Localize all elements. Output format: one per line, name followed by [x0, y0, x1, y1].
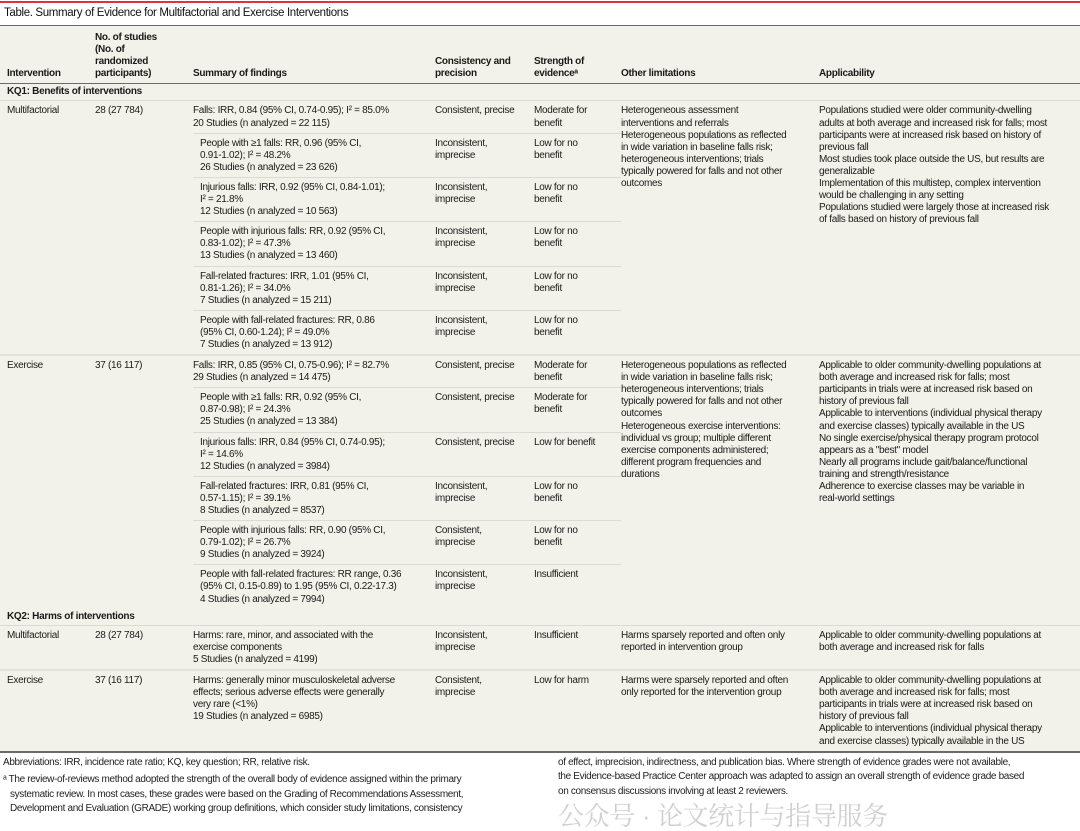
studies-cell: 37 (16 117): [95, 670, 193, 751]
finding-cell: Fall-related fractures: IRR, 1.01 (95% CI, 0.81-1.26); I² = 34.0% 7 Studies (n analyzed = 15 211): [193, 266, 435, 310]
studies-cell: 28 (27 784): [95, 629, 143, 641]
strength-cell: Low for harm: [534, 670, 621, 751]
header-other-limitations: Other limitations: [621, 26, 819, 84]
intervention-cell: Multifactorial: [7, 105, 59, 117]
intervention-cell: Exercise: [0, 670, 95, 751]
table-row: [0, 101, 1080, 133]
consistency-cell: Inconsistent, imprecise: [435, 476, 534, 520]
consistency-cell: Inconsistent, imprecise: [435, 310, 534, 355]
consistency-cell: Inconsistent, imprecise: [435, 133, 534, 177]
header-intervention: Intervention: [0, 26, 95, 84]
table-row: [0, 670, 1080, 751]
consistency-cell: Inconsistent, imprecise: [435, 222, 534, 266]
studies-cell: 37 (16 117): [95, 355, 193, 609]
strength-cell: Low for no benefit: [534, 222, 621, 266]
consistency-cell: Consistent, precise: [435, 105, 515, 117]
consistency-cell: Inconsistent, imprecise: [435, 565, 534, 609]
watermark: 公众号 · 论文统计与指导服务: [558, 801, 888, 831]
finding-cell: Falls: IRR, 0.84 (95% CI, 0.74-0.95); I² = 85.0% 20 Studies (n analyzed = 22 115): [193, 105, 389, 129]
table-row: [0, 355, 1080, 388]
consistency-cell: Inconsistent, imprecise: [435, 177, 534, 221]
finding-cell: People with injurious falls: RR, 0.90 (95% CI, 0.79-1.02); I² = 26.7% 9 Studies (n analyzed = 3924): [193, 521, 435, 565]
other-limitations-cell: Heterogeneous assessment interventions and referrals Heterogeneous populations as reflected in wide variation in baseline falls risk; heterogeneous interventions; trials typically powered for falls and not other outcomes: [621, 105, 787, 190]
strength-cell: Insufficient: [534, 629, 579, 641]
finding-cell: Fall-related fractures: IRR, 0.81 (95% CI, 0.57-1.15); I² = 39.1% 8 Studies (n analyzed = 8537): [193, 476, 435, 520]
consistency-cell: Consistent, imprecise: [435, 521, 534, 565]
strength-cell: Low for no benefit: [534, 521, 621, 565]
section-row: [0, 84, 1080, 101]
other-limitations-cell: Harms sparsely reported and often only reported in intervention group: [621, 629, 785, 653]
table-row: [0, 625, 1080, 670]
section-label: KQ2: Harms of interventions: [0, 609, 1080, 626]
finding-cell: People with ≥1 falls: RR, 0.96 (95% CI, 0.91-1.02); I² = 48.2% 26 Studies (n analyzed = 23 626): [193, 133, 435, 177]
consistency-cell: Consistent, imprecise: [435, 670, 534, 751]
applicability-cell: Applicable to older community-dwelling populations at both average and increased risk for falls: [819, 629, 1042, 653]
header-row: [0, 26, 1080, 84]
abbreviations-note: Abbreviations: IRR, incidence rate ratio; KQ, key question; RR, relative risk.: [3, 756, 310, 768]
strength-cell: Low for no benefit: [534, 177, 621, 221]
finding-cell: Falls: IRR, 0.85 (95% CI, 0.75-0.96); I² = 82.7% 29 Studies (n analyzed = 14 475): [193, 355, 435, 388]
accent-rule: [0, 1, 1080, 3]
strength-cell: Low for no benefit: [534, 310, 621, 355]
header-studies: No. of studies (No. of randomized participants): [95, 26, 193, 84]
consistency-cell: Consistent, precise: [435, 355, 534, 388]
header-summary: Summary of findings: [193, 26, 435, 84]
strength-cell: Low for no benefit: [534, 133, 621, 177]
section-label: KQ1: Benefits of interventions: [0, 84, 1080, 101]
other-limitations-cell: Heterogeneous populations as reflected in wide variation in baseline falls risk; heterogeneous interventions; trials typically powered for falls and not other outcomes Heterogeneous exercise interventions: individual vs group; multiple different exercise components administered; different program frequencies and durations: [621, 355, 819, 609]
finding-cell: Injurious falls: IRR, 0.84 (95% CI, 0.74-0.95); I² = 14.6% 12 Studies (n analyzed = 3984): [193, 432, 435, 476]
consistency-cell: Inconsistent, imprecise: [435, 266, 534, 310]
strength-cell: Low for no benefit: [534, 476, 621, 520]
finding-cell: People with ≥1 falls: RR, 0.92 (95% CI, 0.87-0.98); I² = 24.3% 25 Studies (n analyzed = 13 384): [193, 388, 435, 432]
footnote-a: ᵃ The review-of-reviews method adopted the strength of the overall body of evidence assigned within the primary systematic review. In most cases, these grades were based on the Grading of Recommendations Assessment, Development and Evaluation (GRADE) working group definitions, which consider study limitations, consistency: [3, 774, 464, 815]
strength-cell: Low for benefit: [534, 432, 621, 476]
finding-cell: People with injurious falls: RR, 0.92 (95% CI, 0.83-1.02); I² = 47.3% 13 Studies (n analyzed = 13 460): [193, 222, 435, 266]
footnotes-right: of effect, imprecision, indirectness, and publication bias. Where strength of evidence grades were not available, the Evidence-based Practice Center approach was adapted to assign an overall strength of evidence grade based on consensus discussions involving at least 2 reviewers. 公众号 · 论文统计与指导服务: [558, 756, 1078, 831]
studies-cell: 28 (27 784): [95, 105, 143, 117]
applicability-cell: Populations studied were older community-dwelling adults at both average and increased risk for falls; most participants were at increased risk based on history of previous fall Most studies took place outside the US, but results are generalizable Implementation of this multistep, complex intervention would be challenging in any setting Populations studied were largely those at increased risk of falls based on history of previous fall: [819, 105, 1050, 226]
footnotes-left: [0, 756, 548, 831]
applicability-cell: Applicable to older community-dwelling populations at both average and increased risk for falls; most participants in trials were at increased risk based on history of previous fall Applicable to interventions (individual physical therapy and exercise classes) typically available in the US: [819, 670, 1080, 751]
strength-cell: Moderate for benefit: [534, 105, 588, 129]
finding-cell: Harms: generally minor musculoskeletal adverse effects; serious adverse effects were generally very rare (<1%) 19 Studies (n analyzed = 6985): [193, 670, 435, 751]
finding-cell: People with fall-related fractures: RR range, 0.36 (95% CI, 0.15-0.89) to 1.95 (95% CI, 0.22-17.3) 4 Studies (n analyzed = 7994): [193, 565, 435, 609]
strength-cell: Low for no benefit: [534, 266, 621, 310]
strength-cell: Moderate for benefit: [534, 355, 621, 388]
section-row: [0, 609, 1080, 626]
header-strength: Strength of evidenceᵃ: [534, 26, 621, 84]
finding-cell: Injurious falls: IRR, 0.92 (95% CI, 0.84-1.01); I² = 21.8% 12 Studies (n analyzed = 10 563): [193, 177, 435, 221]
applicability-cell: Applicable to older community-dwelling populations at both average and increased risk for falls; most participants in trials were at increased risk based on history of previous fall Applicable to interventions (individual physical therapy and exercise classes) typically available in the US No single exercise/physical therapy program protocol appears as a "best" model Nearly all programs include gait/balance/functional training and strength/resistance Adherence to exercise classes may be variable in real-world settings: [819, 355, 1080, 609]
finding-cell: People with fall-related fractures: RR, 0.86 (95% CI, 0.60-1.24); I² = 49.0% 7 Studies (n analyzed = 13 912): [193, 310, 435, 355]
consistency-cell: Consistent, precise: [435, 388, 534, 432]
table-title: Table. Summary of Evidence for Multifactorial and Exercise Interventions: [4, 7, 349, 19]
consistency-cell: Consistent, precise: [435, 432, 534, 476]
finding-cell: Harms: rare, minor, and associated with the exercise components 5 Studies (n analyzed = 4199): [193, 629, 373, 665]
intervention-cell: Exercise: [0, 355, 95, 609]
header-consistency: Consistency and precision: [435, 26, 534, 84]
strength-cell: Insufficient: [534, 565, 621, 609]
evidence-table: [0, 25, 1080, 753]
strength-cell: Moderate for benefit: [534, 388, 621, 432]
intervention-cell: Multifactorial: [7, 629, 59, 641]
consistency-cell: Inconsistent, imprecise: [435, 629, 488, 653]
footnotes: [0, 753, 1080, 831]
other-limitations-cell: Harms were sparsely reported and often only reported for the intervention group: [621, 670, 819, 751]
header-applicability: Applicability: [819, 26, 1080, 84]
